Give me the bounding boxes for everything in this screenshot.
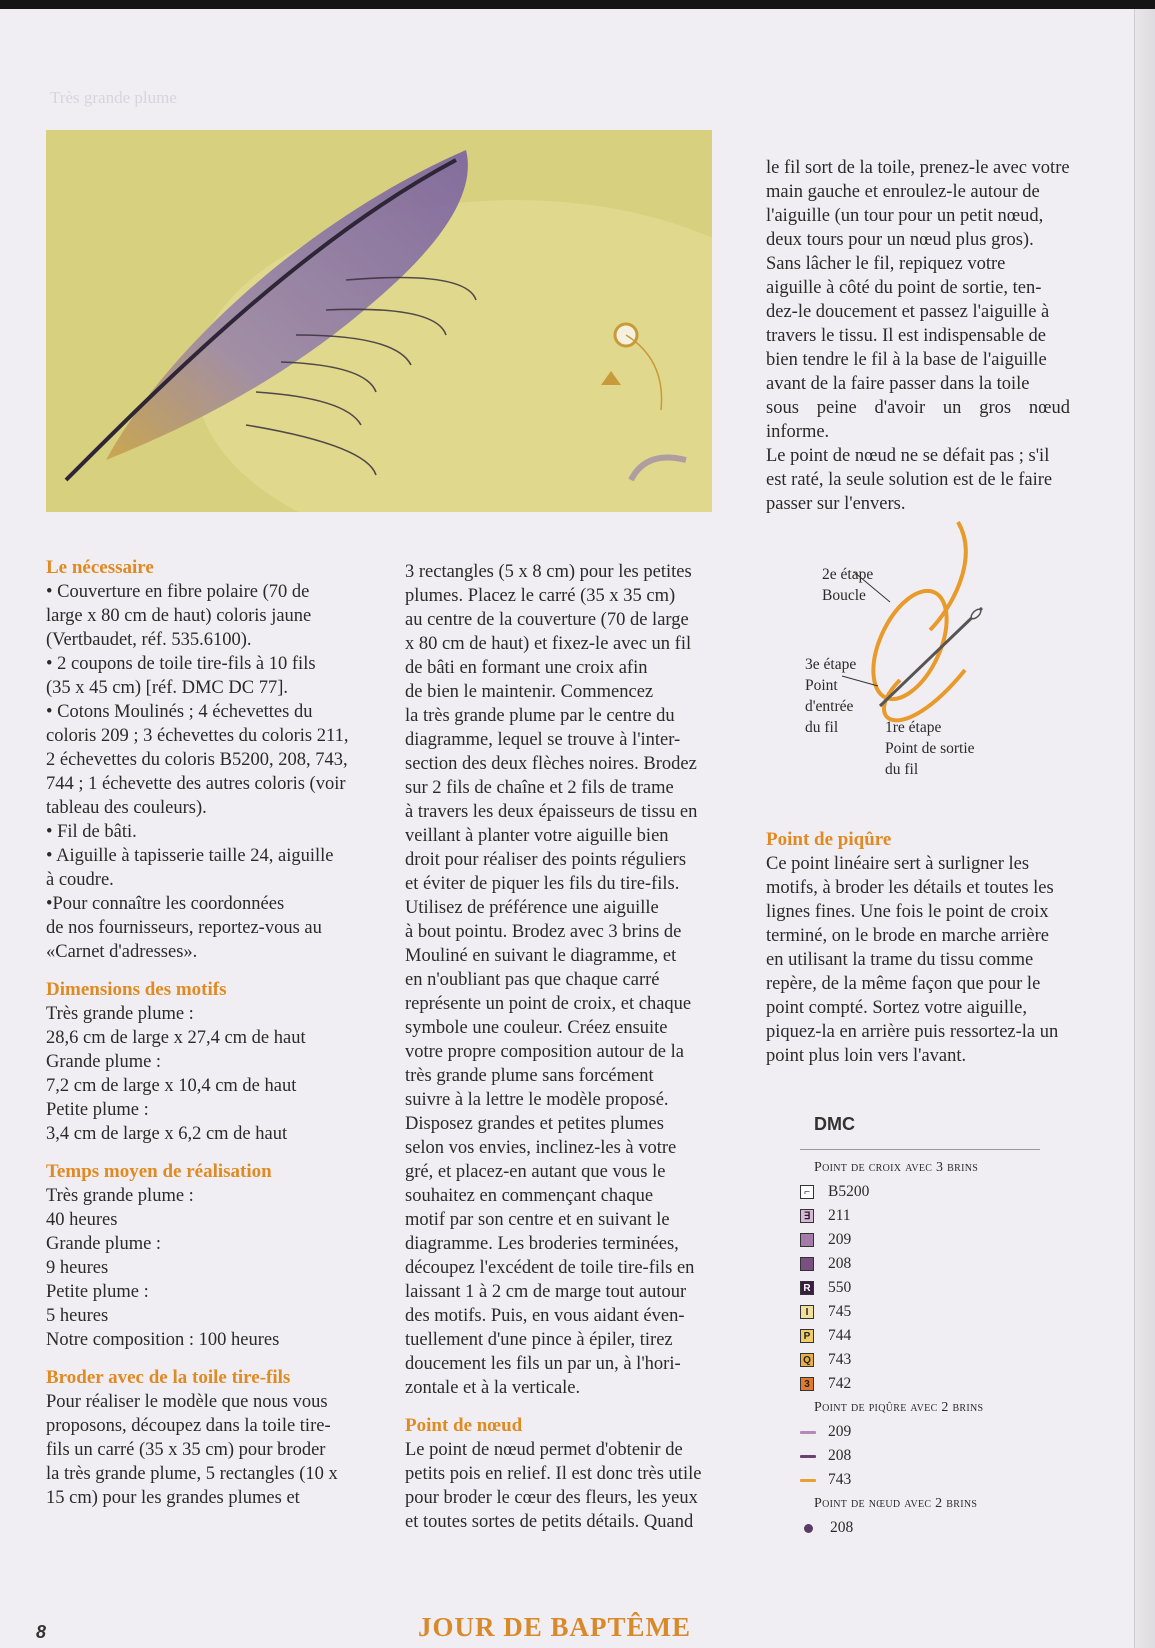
- line-swatch: [800, 1455, 816, 1458]
- column-middle: [405, 560, 709, 1534]
- text-line: symbole une couleur. Créez ensuite: [405, 1018, 668, 1038]
- heading-point-piqure: Point de piqûre: [766, 829, 892, 850]
- noeud-continued-text: [766, 156, 1070, 516]
- text-line: à coudre.: [46, 870, 114, 890]
- text-line: tableau des couleurs).: [46, 798, 207, 818]
- backstitch-list: [800, 1420, 1060, 1492]
- text-line: doucement les fils un par un, à l'hori-: [405, 1354, 681, 1374]
- text-line: souhaitez en commençant chaque: [405, 1186, 654, 1206]
- text-line: Mouliné en suivant le diagramme, et: [405, 946, 677, 966]
- text-line: Ce point linéaire sert à surligner les: [766, 854, 1030, 874]
- color-code: 208: [828, 1447, 852, 1464]
- text-line: piquez-la en arrière puis ressortez-la un: [766, 1022, 1059, 1042]
- color-code: 208: [830, 1519, 854, 1536]
- text-line: veillant à planter votre aiguille bien: [405, 826, 669, 846]
- color-code: 211: [828, 1207, 851, 1224]
- text-line: selon vos envies, inclinez-les à votre: [405, 1138, 677, 1158]
- text-line: avant de la faire passer dans la toile: [766, 374, 1030, 394]
- text-line: tuellement d'une pince à épiler, tirez: [405, 1330, 673, 1350]
- text-line: Utilisez de préférence une aiguille: [405, 898, 659, 918]
- text-line: passer sur l'envers.: [766, 494, 906, 514]
- knot-swatch: [804, 1524, 813, 1533]
- heading-dimensions: Dimensions des motifs: [46, 979, 227, 1000]
- line-swatch: [800, 1431, 816, 1434]
- legend-row: [800, 1204, 1060, 1228]
- top-edge-bar: [0, 0, 1155, 9]
- text-line: de bien le maintenir. Commencez: [405, 682, 654, 702]
- color-swatch: I: [800, 1305, 814, 1319]
- text-line: «Carnet d'adresses».: [46, 942, 198, 962]
- heading-broder: Broder avec de la toile tire-fils: [46, 1367, 291, 1388]
- text-line: Le point de nœud permet d'obtenir de: [405, 1440, 683, 1460]
- text-line: • Couverture en fibre polaire (70 de: [46, 582, 310, 602]
- text-line: aiguille à côté du point de sortie, ten-: [766, 278, 1042, 298]
- text-line: coloris 209 ; 3 échevettes du coloris 211,: [46, 726, 349, 746]
- color-code: 209: [828, 1423, 852, 1440]
- knot-list: [800, 1516, 1060, 1540]
- broder-continued-text: [405, 560, 709, 1400]
- noeud-text: [405, 1438, 709, 1534]
- text-line: 7,2 cm de large x 10,4 cm de haut: [46, 1076, 297, 1096]
- text-line: deux tours pour un nœud plus gros).: [766, 230, 1034, 250]
- color-swatch: R: [800, 1281, 814, 1295]
- text-line: des motifs. Puis, en vous aidant éven-: [405, 1306, 685, 1326]
- text-line: de nos fournisseurs, reportez-vous au: [46, 918, 322, 938]
- text-line: •Pour connaître les coordonnées: [46, 894, 285, 914]
- text-line: motif par son centre et en suivant le: [405, 1210, 670, 1230]
- text-line: Notre composition : 100 heures: [46, 1330, 280, 1350]
- line-swatch: [800, 1479, 816, 1482]
- text-line: diagramme, lequel se trouve à l'inter-: [405, 730, 681, 750]
- heading-necessaire: Le nécessaire: [46, 557, 154, 578]
- text-line: et éviter de piquer les fils du tire-fils.: [405, 874, 680, 894]
- knot-heading: Point de nœud avec 2 brins: [814, 1496, 978, 1511]
- piqure-text: [766, 852, 1070, 1068]
- color-code: 550: [828, 1279, 852, 1296]
- legend-row: [800, 1300, 1060, 1324]
- necessaire-text: [46, 580, 350, 964]
- color-code: 742: [828, 1375, 852, 1392]
- text-line: bien tendre le fil à la base de l'aiguille: [766, 350, 1047, 370]
- text-line: laissant 1 à 2 cm de marge tout autour: [405, 1282, 687, 1302]
- legend-row: [800, 1372, 1060, 1396]
- text-line: 9 heures: [46, 1258, 109, 1278]
- dmc-title: DMC: [814, 1114, 855, 1134]
- text-line: travers le tissu. Il est indispensable de: [766, 326, 1047, 346]
- legend-row: [800, 1516, 1060, 1540]
- color-swatch: [800, 1233, 814, 1247]
- step2-label: 2e étape: [822, 566, 874, 583]
- text-line: et toutes sortes de petits détails. Quand: [405, 1512, 694, 1532]
- feather-photo: [46, 130, 712, 512]
- text-line: 5 heures: [46, 1306, 109, 1326]
- text-line: Sans lâcher le fil, repiquez votre: [766, 254, 1006, 274]
- legend-row: [800, 1348, 1060, 1372]
- text-line: votre propre composition autour de la: [405, 1042, 684, 1062]
- text-line: main gauche et enroulez-le autour de: [766, 182, 1040, 202]
- step1-label: 1re étape: [885, 719, 942, 736]
- text-line: à bout pointu. Brodez avec 3 brins de: [405, 922, 682, 942]
- text-line: diagramme. Les broderies terminées,: [405, 1234, 679, 1254]
- text-line: au centre de la couverture (70 de large: [405, 610, 689, 630]
- text-line: en utilisant la trame du tissu comme: [766, 950, 1034, 970]
- text-line: 3,4 cm de large x 6,2 cm de haut: [46, 1124, 288, 1144]
- text-line: en n'oubliant pas que chaque carré: [405, 970, 660, 990]
- text-line: gré, et placez-en autant que vous le: [405, 1162, 666, 1182]
- color-code: 745: [828, 1303, 852, 1320]
- text-line: petits pois en relief. Il est donc très utile: [405, 1464, 702, 1484]
- text-line: x 80 cm de haut) et fixez-le avec un fil: [405, 634, 692, 654]
- text-line: la très grande plume par le centre du: [405, 706, 675, 726]
- text-line: • Cotons Moulinés ; 4 échevettes du: [46, 702, 313, 722]
- text-line: • Fil de bâti.: [46, 822, 137, 842]
- broder-text: [46, 1390, 350, 1510]
- cross-stitch-heading: Point de croix avec 3 brins: [814, 1160, 979, 1175]
- text-line: est raté, la seule solution est de le faire: [766, 470, 1053, 490]
- legend-row: [800, 1420, 1060, 1444]
- legend-row: [800, 1468, 1060, 1492]
- color-swatch: ⌐: [800, 1185, 814, 1199]
- text-line: découpez l'excédent de toile tire-fils en: [405, 1258, 695, 1278]
- text-line: section des deux flèches noires. Brodez: [405, 754, 697, 774]
- heading-temps: Temps moyen de réalisation: [46, 1161, 272, 1182]
- text-line: • Aiguille à tapisserie taille 24, aiguille: [46, 846, 334, 866]
- text-line: à travers les deux épaisseurs de tissu en: [405, 802, 698, 822]
- text-line: point plus loin vers l'avant.: [766, 1046, 967, 1066]
- text-line: 28,6 cm de large x 27,4 cm de haut: [46, 1028, 306, 1048]
- legend-row: [800, 1180, 1060, 1204]
- step3-desc-2: d'entrée: [805, 698, 854, 715]
- color-code: 209: [828, 1231, 852, 1248]
- color-code: 208: [828, 1255, 852, 1272]
- text-line: (Vertbaudet, réf. 535.6100).: [46, 630, 252, 650]
- text-line: point compté. Sortez votre aiguille,: [766, 998, 1027, 1018]
- text-line: l'aiguille (un tour pour un petit nœud,: [766, 206, 1044, 226]
- legend-row: [800, 1444, 1060, 1468]
- color-swatch: Q: [800, 1353, 814, 1367]
- text-line: Petite plume :: [46, 1282, 149, 1302]
- text-line: Pour réaliser le modèle que nous vous: [46, 1392, 328, 1412]
- text-line: Petite plume :: [46, 1100, 149, 1120]
- text-line: 3 rectangles (5 x 8 cm) pour les petites: [405, 562, 692, 582]
- step3-desc-3: du fil: [805, 719, 839, 736]
- text-line: Très grande plume :: [46, 1186, 194, 1206]
- footer-title: JOUR DE BAPTÊME: [418, 1612, 692, 1642]
- heading-point-noeud: Point de nœud: [405, 1415, 523, 1436]
- text-line: Grande plume :: [46, 1052, 162, 1072]
- color-swatch: P: [800, 1329, 814, 1343]
- text-line: Disposez grandes et petites plumes: [405, 1114, 664, 1134]
- step2-desc: Boucle: [822, 587, 866, 604]
- color-code: 743: [828, 1471, 852, 1488]
- step1-desc-2: du fil: [885, 761, 919, 778]
- dimensions-text: [46, 1002, 350, 1146]
- text-line: dez-le doucement et passez l'aiguille à: [766, 302, 1050, 322]
- legend-row: [800, 1252, 1060, 1276]
- text-line: 15 cm) pour les grandes plumes et: [46, 1488, 300, 1508]
- legend-row: [800, 1276, 1060, 1300]
- text-line: Très grande plume :: [46, 1004, 194, 1024]
- text-line: 744 ; 1 échevette des autres coloris (voir: [46, 774, 346, 794]
- text-line: plumes. Placez le carré (35 x 35 cm): [405, 586, 676, 606]
- text-line: motifs, à broder les détails et toutes les: [766, 878, 1054, 898]
- text-line: le fil sort de la toile, prenez-le avec votre: [766, 158, 1070, 178]
- text-line: très grande plume sans forcément: [405, 1066, 654, 1086]
- ghost-heading: Très grande plume: [50, 88, 177, 107]
- text-line: sous peine d'avoir un gros nœud informe.: [766, 398, 1070, 442]
- text-line: Le point de nœud ne se défait pas ; s'il: [766, 446, 1050, 466]
- text-line: • 2 coupons de toile tire-fils à 10 fils: [46, 654, 316, 674]
- text-line: représente un point de croix, et chaque: [405, 994, 692, 1014]
- text-line: sur 2 fils de chaîne et 2 fils de trame: [405, 778, 674, 798]
- text-line: (35 x 45 cm) [réf. DMC DC 77].: [46, 678, 288, 698]
- text-line: proposons, découpez dans la toile tire-: [46, 1416, 331, 1436]
- text-line: 2 échevettes du coloris B5200, 208, 743,: [46, 750, 348, 770]
- feather-illustration: [46, 130, 712, 512]
- legend-divider: [800, 1149, 1040, 1150]
- text-line: terminé, on le brode en marche arrière: [766, 926, 1050, 946]
- step3-desc-1: Point: [805, 677, 838, 694]
- legend-row: [800, 1324, 1060, 1348]
- text-line: droit pour réaliser des points réguliers: [405, 850, 687, 870]
- column-left: [46, 556, 350, 1510]
- text-line: 40 heures: [46, 1210, 118, 1230]
- french-knot-diagram: [790, 520, 1050, 790]
- color-code: 743: [828, 1351, 852, 1368]
- color-code: 744: [828, 1327, 852, 1344]
- text-line: suivre à la lettre le modèle proposé.: [405, 1090, 669, 1110]
- cross-stitch-list: [800, 1180, 1060, 1396]
- text-line: repère, de la même façon que pour le: [766, 974, 1041, 994]
- text-line: la très grande plume, 5 rectangles (10 x: [46, 1464, 338, 1484]
- text-line: zontale et à la verticale.: [405, 1378, 581, 1398]
- text-line: large x 80 cm de haut) coloris jaune: [46, 606, 312, 626]
- column-right-top: [766, 156, 1070, 516]
- temps-text: [46, 1184, 350, 1352]
- dmc-color-legend: [800, 1114, 1060, 1540]
- text-line: de bâti en formant une croix afin: [405, 658, 648, 678]
- text-line: lignes fines. Une fois le point de croix: [766, 902, 1049, 922]
- text-line: pour broder le cœur des fleurs, les yeux: [405, 1488, 698, 1508]
- page-number: 8: [36, 1622, 47, 1642]
- column-right-piqure: [766, 828, 1070, 1068]
- color-swatch: [800, 1257, 814, 1271]
- step3-label: 3e étape: [805, 656, 857, 673]
- legend-row: [800, 1228, 1060, 1252]
- color-swatch: ∃: [800, 1209, 814, 1223]
- step1-desc-1: Point de sortie: [885, 740, 975, 757]
- color-swatch: 3: [800, 1377, 814, 1391]
- page-edge: [1134, 9, 1155, 1648]
- backstitch-heading: Point de piqûre avec 2 brins: [814, 1400, 984, 1415]
- color-code: B5200: [828, 1183, 870, 1200]
- text-line: fils un carré (35 x 35 cm) pour broder: [46, 1440, 326, 1460]
- text-line: Grande plume :: [46, 1234, 162, 1254]
